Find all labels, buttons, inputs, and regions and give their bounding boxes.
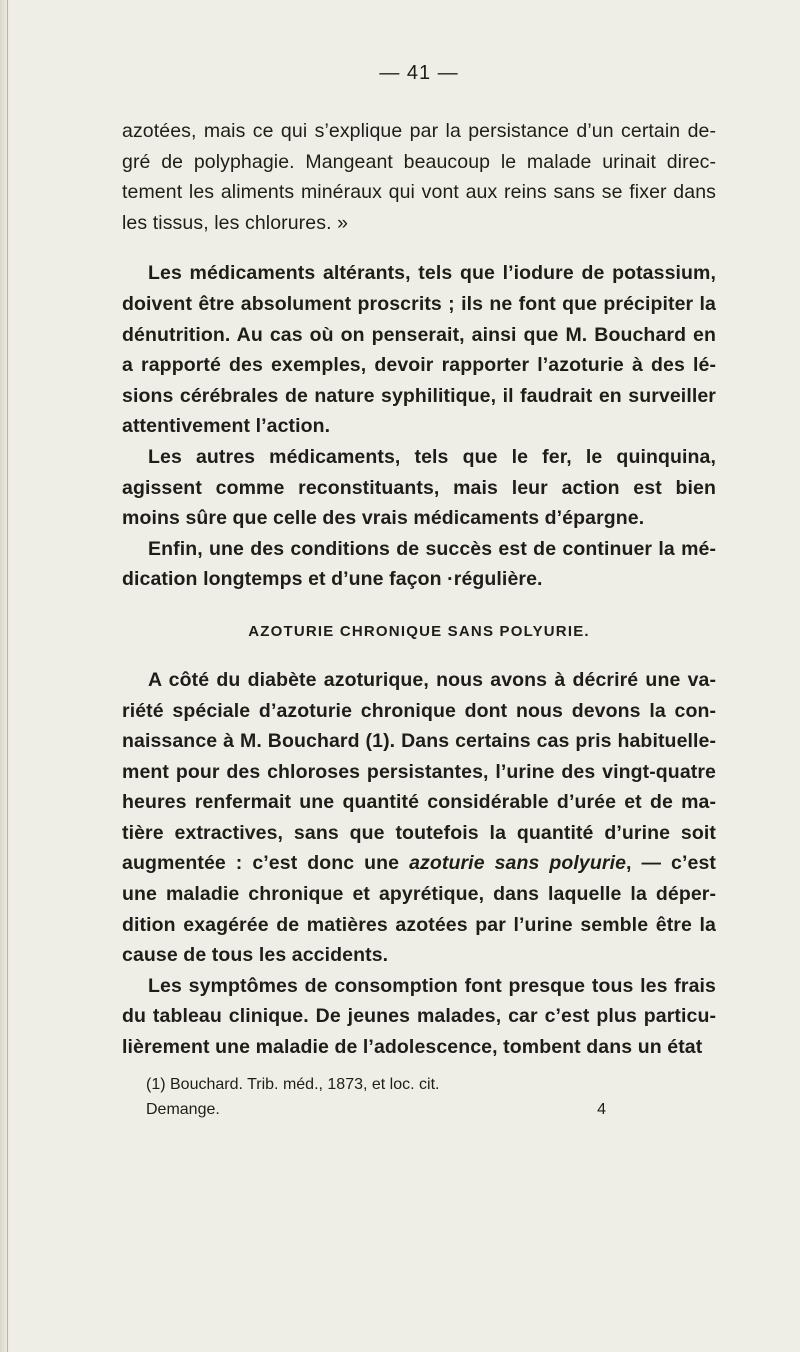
- signature-mark: 4: [597, 1101, 606, 1118]
- page-number: — 41 —: [379, 62, 459, 84]
- paragraph-alterants: Les médicaments altérants, tels que l’iodure de potassium, doivent être absolument proscrits ; ils ne font que précipiter la dénutrition. Au cas où on penserait, ainsi que M. Bouchard en a rapporté des exemples, devoir rapporter l’azoturie à des lésions cérébrales de nature syphilitique, il faudrait en surveiller attentivement l’action.: [122, 262, 716, 438]
- signature-name: Demange.: [146, 1101, 220, 1118]
- body-text: [122, 116, 716, 1063]
- page-binding-line: [7, 0, 8, 1352]
- paragraph-conditions: Enfin, une des conditions de succès est de continuer la médication longtemps et d’une façon ·régulière.: [122, 537, 716, 591]
- paragraph-azoturie-part-a: A côté du diabète azoturique, nous avons à décriré une variété spéciale d’azoturie chronique dont nous devons la connaissance à M. Bouchard (1). Dans certains cas pris habituellement pour des chloroses persistantes, l’urine des vingt-quatre heures renfermait une quantité considérable d’urée et de matière extractives, sans que toutefois la quantité d’urine soit augmentée : c’est donc une: [122, 668, 716, 875]
- paragraph-reconstituants: Les autres médicaments, tels que le fer, le quinquina, agissent comme reconstituants, mais leur action est bien moins sûre que celle des vrais médicaments d’épargne.: [122, 445, 716, 530]
- footnote: (1) Bouchard. Trib. méd., 1873, et loc. cit.: [146, 1076, 440, 1093]
- paragraph-symptomes: Les symptômes de consomption font presque tous les frais du tableau clinique. De jeunes malades, car c’est plus particulièrement une maladie de l’adolescence, tombent dans un état: [122, 974, 716, 1059]
- paragraph-azoturie: [122, 665, 716, 971]
- paragraph-continuation: azotées, mais ce qui s’explique par la persistance d’un certain degré de polyphagie. Mangeant beaucoup le malade urinait directement les aliments minéraux qui vont aux reins sans se fixer dans les tissus, les chlorures. »: [122, 120, 716, 234]
- section-heading: AZOTURIE CHRONIQUE SANS POLYURIE.: [248, 622, 590, 640]
- azoturie-sans-polyurie-italic: azoturie sans polyurie: [409, 852, 627, 875]
- paragraph-azoturie-part-b: , — c’est une maladie chronique et apyrétique, dans laquelle la déperdition exagérée de matières azotées par l’urine semble être la cause de tous les accidents.: [122, 852, 717, 967]
- page-binding-edge: [0, 0, 10, 1352]
